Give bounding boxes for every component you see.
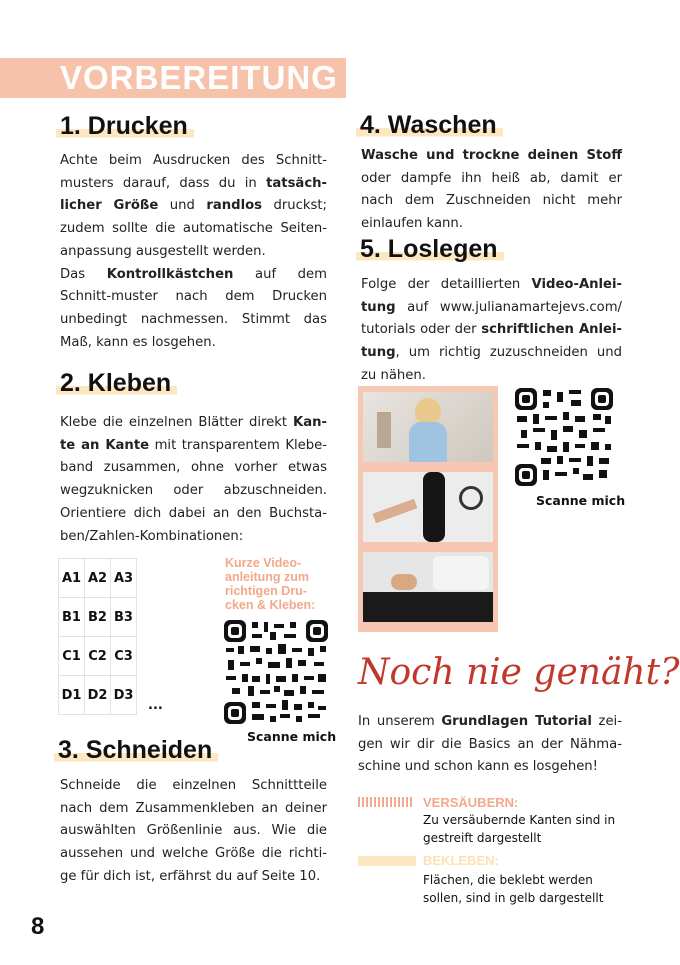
loslegen-text: Folge der detaillierten Video-Anlei-tung auf www.julianamartejevs.com/ tutorials oder der schriftlichen Anlei-tung, um richtig zuzuschneiden und zu nähen. [361, 277, 622, 383]
video-hint: Kurze Video-anleitung zum richtigen Dru-cken & Kleben: [225, 556, 316, 612]
grid-cell: B1 [59, 598, 85, 637]
grid-cell: D1 [59, 676, 85, 715]
sheet-grid [58, 558, 137, 715]
banner-title: VORBEREITUNG [60, 59, 338, 96]
page-number: 8 [31, 913, 45, 940]
heading-kleben: 2. Kleben [56, 369, 177, 398]
section-banner [0, 58, 346, 98]
grid-cell: C3 [111, 637, 137, 676]
sewing-text: In unserem Grundlagen Tutorial zei-gen wir dir die Basics an der Nähma-schine und schon kann es losgehen! [358, 714, 622, 775]
qr-code-kleben[interactable] [222, 618, 330, 726]
grid-cell: B2 [85, 598, 111, 637]
grid-cell: A3 [111, 559, 137, 598]
glue-label: BEKLEBEN: [423, 853, 499, 868]
finish-text: Zu versäubernde Kanten sind in gestreift dargestellt [423, 813, 616, 845]
scan-label-kleben: Scanne mich [247, 729, 337, 744]
grid-cell: C2 [85, 637, 111, 676]
grid-cell: C1 [59, 637, 85, 676]
schneiden-text: Schneide die einzelnen Schnittteile nach dem Zusammenkleben an deiner auswählten Größenlinie aus. Wie die aussehen und welche Größe die richti-ge für dich ist, erfährst du auf Seite 10. [60, 778, 327, 884]
grid-cell: A2 [85, 559, 111, 598]
waschen-text: Wasche und trockne deinen Stoff oder dampfe ihn heiß ab, damit er nach dem Zuschneiden nicht mehr einlaufen kann. [361, 148, 622, 232]
grid-cell: B3 [111, 598, 137, 637]
grid-cell: D2 [85, 676, 111, 715]
finish-label: VERSÄUBERN: [423, 795, 519, 810]
drucken-text: Achte beim Ausdrucken des Schnitt-musters darauf, dass du in tatsäch-licher Größe und randlos druckst; zudem sollte die automatische Seiten-anpassung ausgestellt werden. Das Kontrollkästchen auf dem Schnitt-muster nach dem Drucken unbedingt nachmessen. Stimmt das Maß, kann es losgehen. [60, 153, 327, 350]
scan-label-loslegen: Scanne mich [536, 493, 626, 508]
qr-code-loslegen[interactable] [513, 386, 615, 488]
glue-swatch [358, 856, 416, 866]
heading-schneiden: 3. Schneiden [54, 736, 218, 765]
heading-waschen: 4. Waschen [356, 111, 503, 140]
grid-cell: D3 [111, 676, 137, 715]
video-thumbnails [358, 386, 498, 632]
grid-ellipsis: ... [148, 698, 163, 713]
heading-loslegen: 5. Loslegen [356, 235, 504, 264]
video-thumbnail[interactable] [363, 392, 493, 462]
grid-cell: A1 [59, 559, 85, 598]
video-thumbnail[interactable] [363, 472, 493, 542]
script-heading: Noch nie genäht? [358, 652, 680, 693]
stripes-swatch [358, 797, 414, 807]
heading-drucken: 1. Drucken [56, 112, 194, 141]
video-thumbnail[interactable] [363, 552, 493, 622]
glue-text: Flächen, die beklebt werden sollen, sind in gelb dargestellt [423, 873, 604, 905]
kleben-text: Klebe die einzelnen Blätter direkt Kan-te an Kante mit transparentem Klebe-band zusammen, ohne vorher etwas wegzuknicken oder abzuschneiden. Orientiere dich dabei an den Buchsta-ben/Zahlen-Kombinationen: [60, 415, 327, 544]
